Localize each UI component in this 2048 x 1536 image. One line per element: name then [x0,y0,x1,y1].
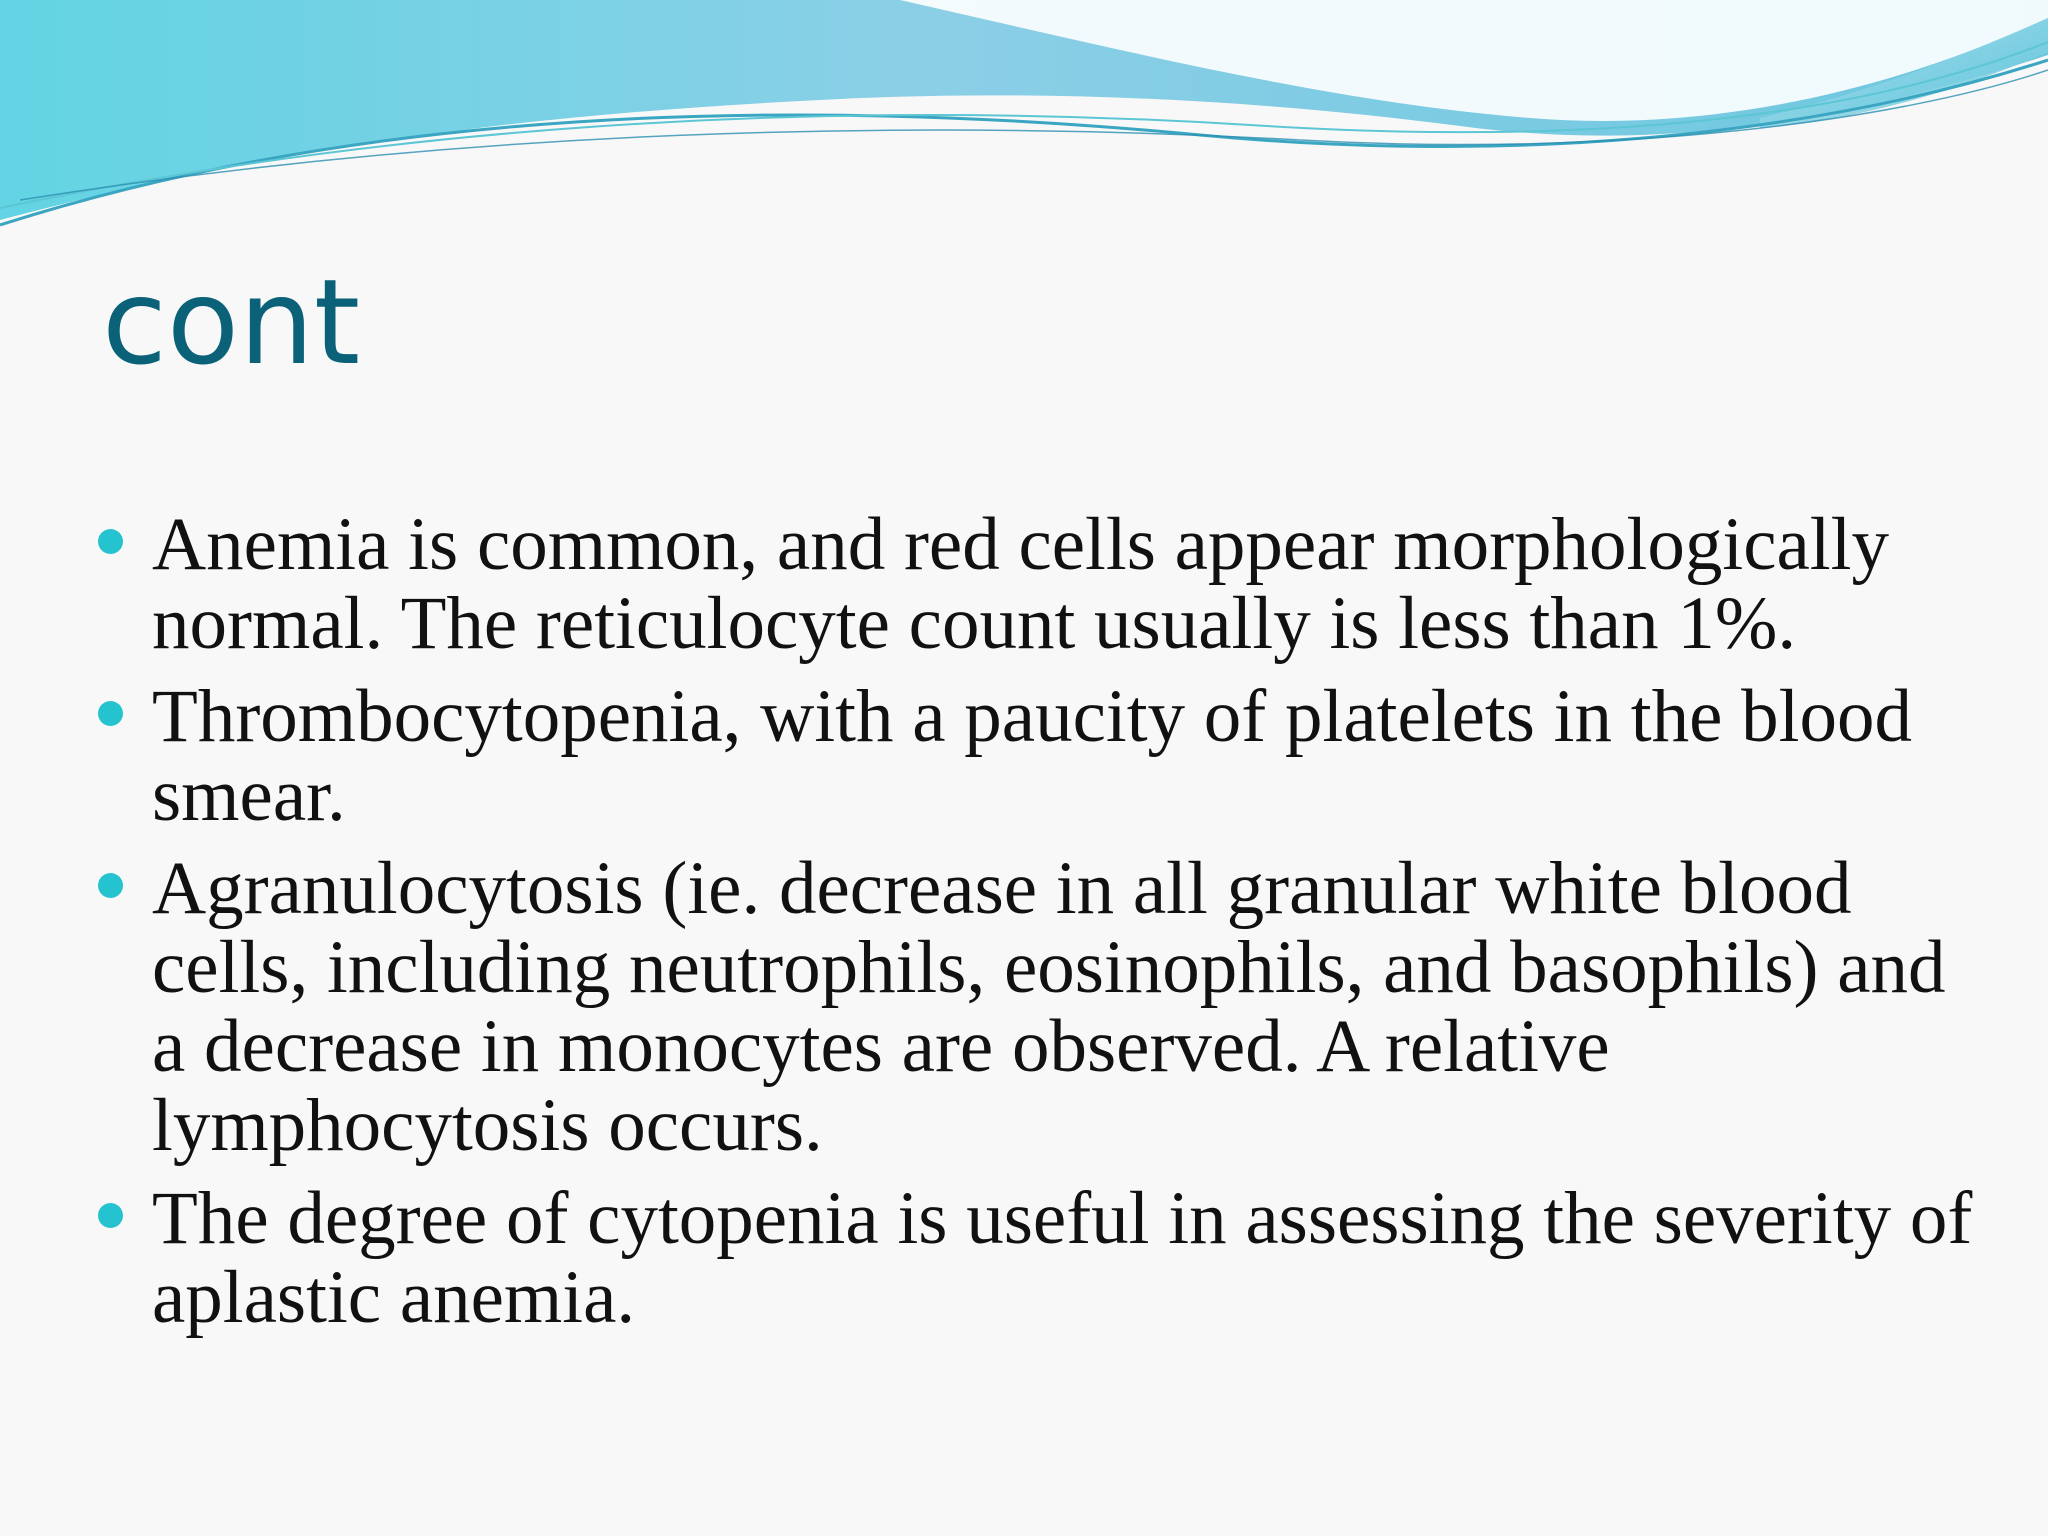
bullet-icon [98,873,123,898]
bullet-item [92,849,1992,1165]
bullet-item [92,677,1992,835]
bullet-text: Agranulocytosis (ie. decrease in all granular white blood cells, including neutrophils, eosinophils, and basophils) and a decrease in monocytes are observed. A relative lymphocytosis occurs. [152,847,1946,1167]
bullet-icon [98,701,123,726]
slide-title: cont [102,253,361,391]
bullet-icon [98,1203,123,1228]
bullet-text: The degree of cytopenia is useful in assessing the severity of aplastic anemia. [152,1177,1973,1339]
bullet-item [92,1179,1992,1337]
bullet-icon [98,529,123,554]
bullet-list [92,505,1992,1351]
bullet-text: Thrombocytopenia, with a paucity of platelets in the blood smear. [152,675,1912,837]
wave-banner [0,0,2048,240]
bullet-item [92,505,1992,663]
bullet-text: Anemia is common, and red cells appear morphologically normal. The reticulocyte count usually is less than 1%. [152,503,1889,665]
